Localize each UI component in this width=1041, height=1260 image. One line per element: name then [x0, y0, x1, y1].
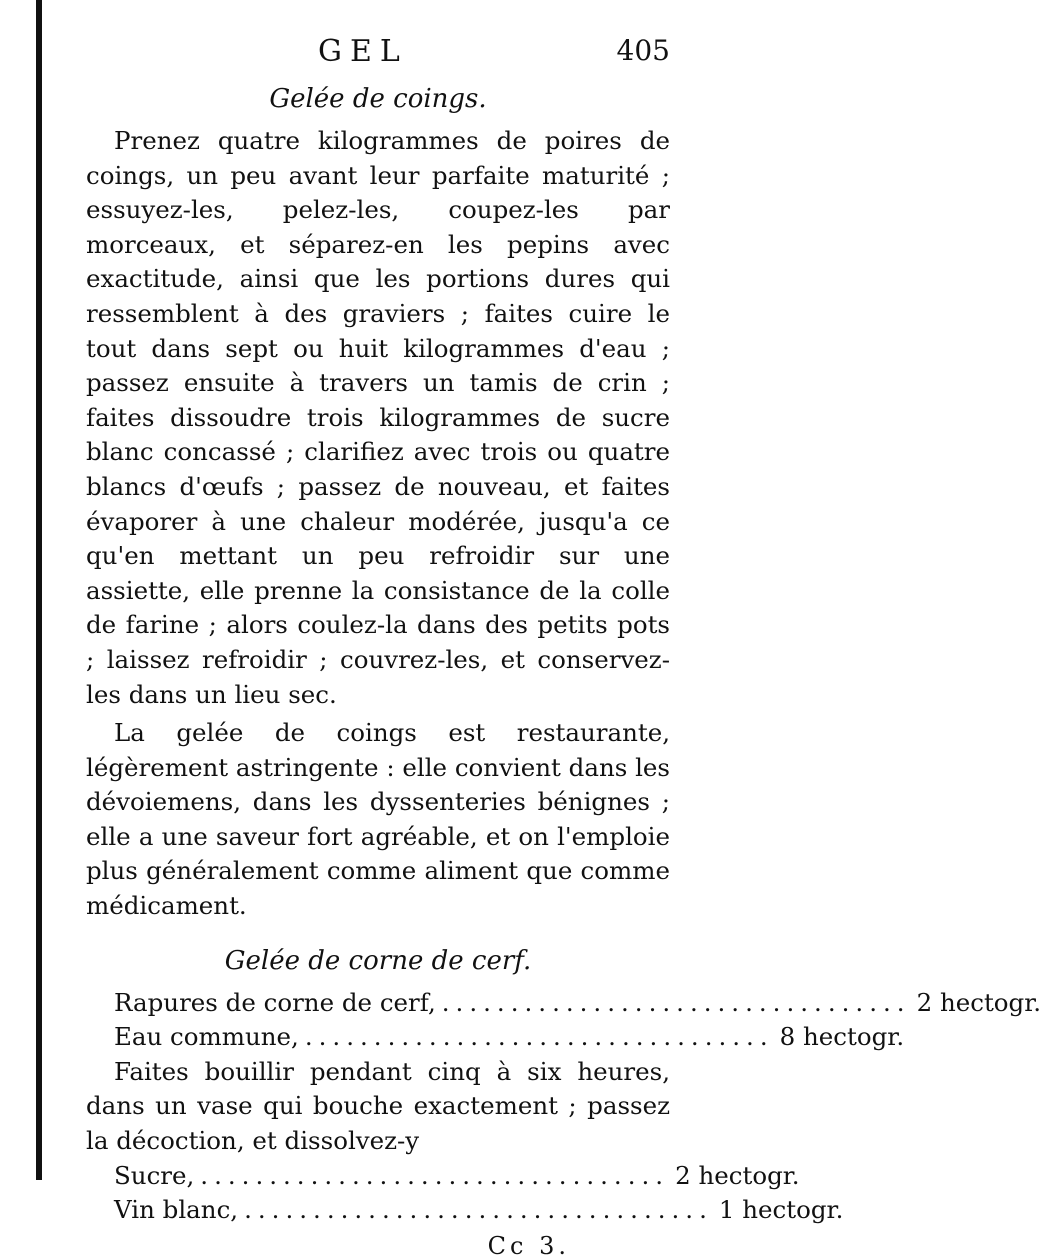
signature-mark: Cc 3. — [487, 1231, 570, 1260]
ingredient-quantity: 1 hectogr. — [718, 1195, 844, 1225]
ingredient-name: Rapures de corne de cerf, — [114, 987, 436, 1017]
dot-leader: .................................. — [304, 1022, 774, 1052]
ingredient-quantity: 8 hectogr. — [779, 1022, 905, 1052]
book-page — [86, 28, 1041, 1260]
ingredient-quantity: 2 hectogr. — [675, 1160, 800, 1190]
paragraph-properties: La gelée de coings est restaurante, légèrement astringente : elle convient dans les dévoiemens, dans les dyssenteries bénignes ; elle a une saveur fort agréable, et on l'emploie plus généralement comme aliment que comme médicament. — [86, 718, 670, 921]
dot-leader: .................................. — [244, 1195, 713, 1225]
ingredient-name: Eau commune, — [114, 1022, 299, 1052]
dot-leader: .................................. — [200, 1160, 670, 1190]
running-head — [86, 28, 670, 76]
recipe-ingredients-2 — [86, 1159, 844, 1228]
section-title-coings: Gelée de coings. — [269, 84, 487, 114]
paragraph-preparation: Prenez quatre kilogrammes de poires de coings, un peu avant leur parfaite maturité ; essuyez-les, pelez-les, coupez-les par morceaux, et séparez-en les pepins avec exactitude, ainsi que les portions dures qui ressemblent à des graviers ; faites cuire le tout dans sept ou huit kilogrammes d'eau ; passez ensuite à travers un tamis de crin ; faites dissoudre trois kilogrammes de sucre blanc concassé ; clarifiez avec trois ou quatre blancs d'œufs ; passez de nouveau, et faites évaporer à une chaleur modérée, jusqu'a ce qu'en mettant un peu refroidir sur une assiette, elle prenne la consistance de la colle de farine ; alors coulez-la dans des petits pots ; laissez refroidir ; couvrez-les, et conservez-les dans un lieu sec. — [86, 126, 670, 709]
dot-leader: .................................. — [441, 987, 911, 1017]
paragraph-instruction: Faites bouillir pendant cinq à six heures, dans un vase qui bouche exactement ; passez la décoction, et dissolvez-y — [86, 1056, 670, 1156]
ingredient-row — [86, 1159, 800, 1194]
section-title-corne-de-cerf: Gelée de corne de cerf. — [224, 945, 532, 976]
ingredient-row — [86, 1193, 844, 1228]
ingredient-name: Vin blanc, — [114, 1195, 239, 1225]
ingredient-quantity: 2 hectogr. — [916, 987, 1041, 1017]
ingredient-row — [86, 1020, 905, 1055]
running-head-word: GEL — [318, 34, 408, 69]
recipe-ingredients — [86, 986, 1041, 1055]
book-spine-edge — [36, 0, 42, 1180]
ingredient-row — [86, 986, 1041, 1021]
page-number: 405 — [616, 34, 670, 67]
ingredient-name: Sucre, — [114, 1160, 195, 1190]
